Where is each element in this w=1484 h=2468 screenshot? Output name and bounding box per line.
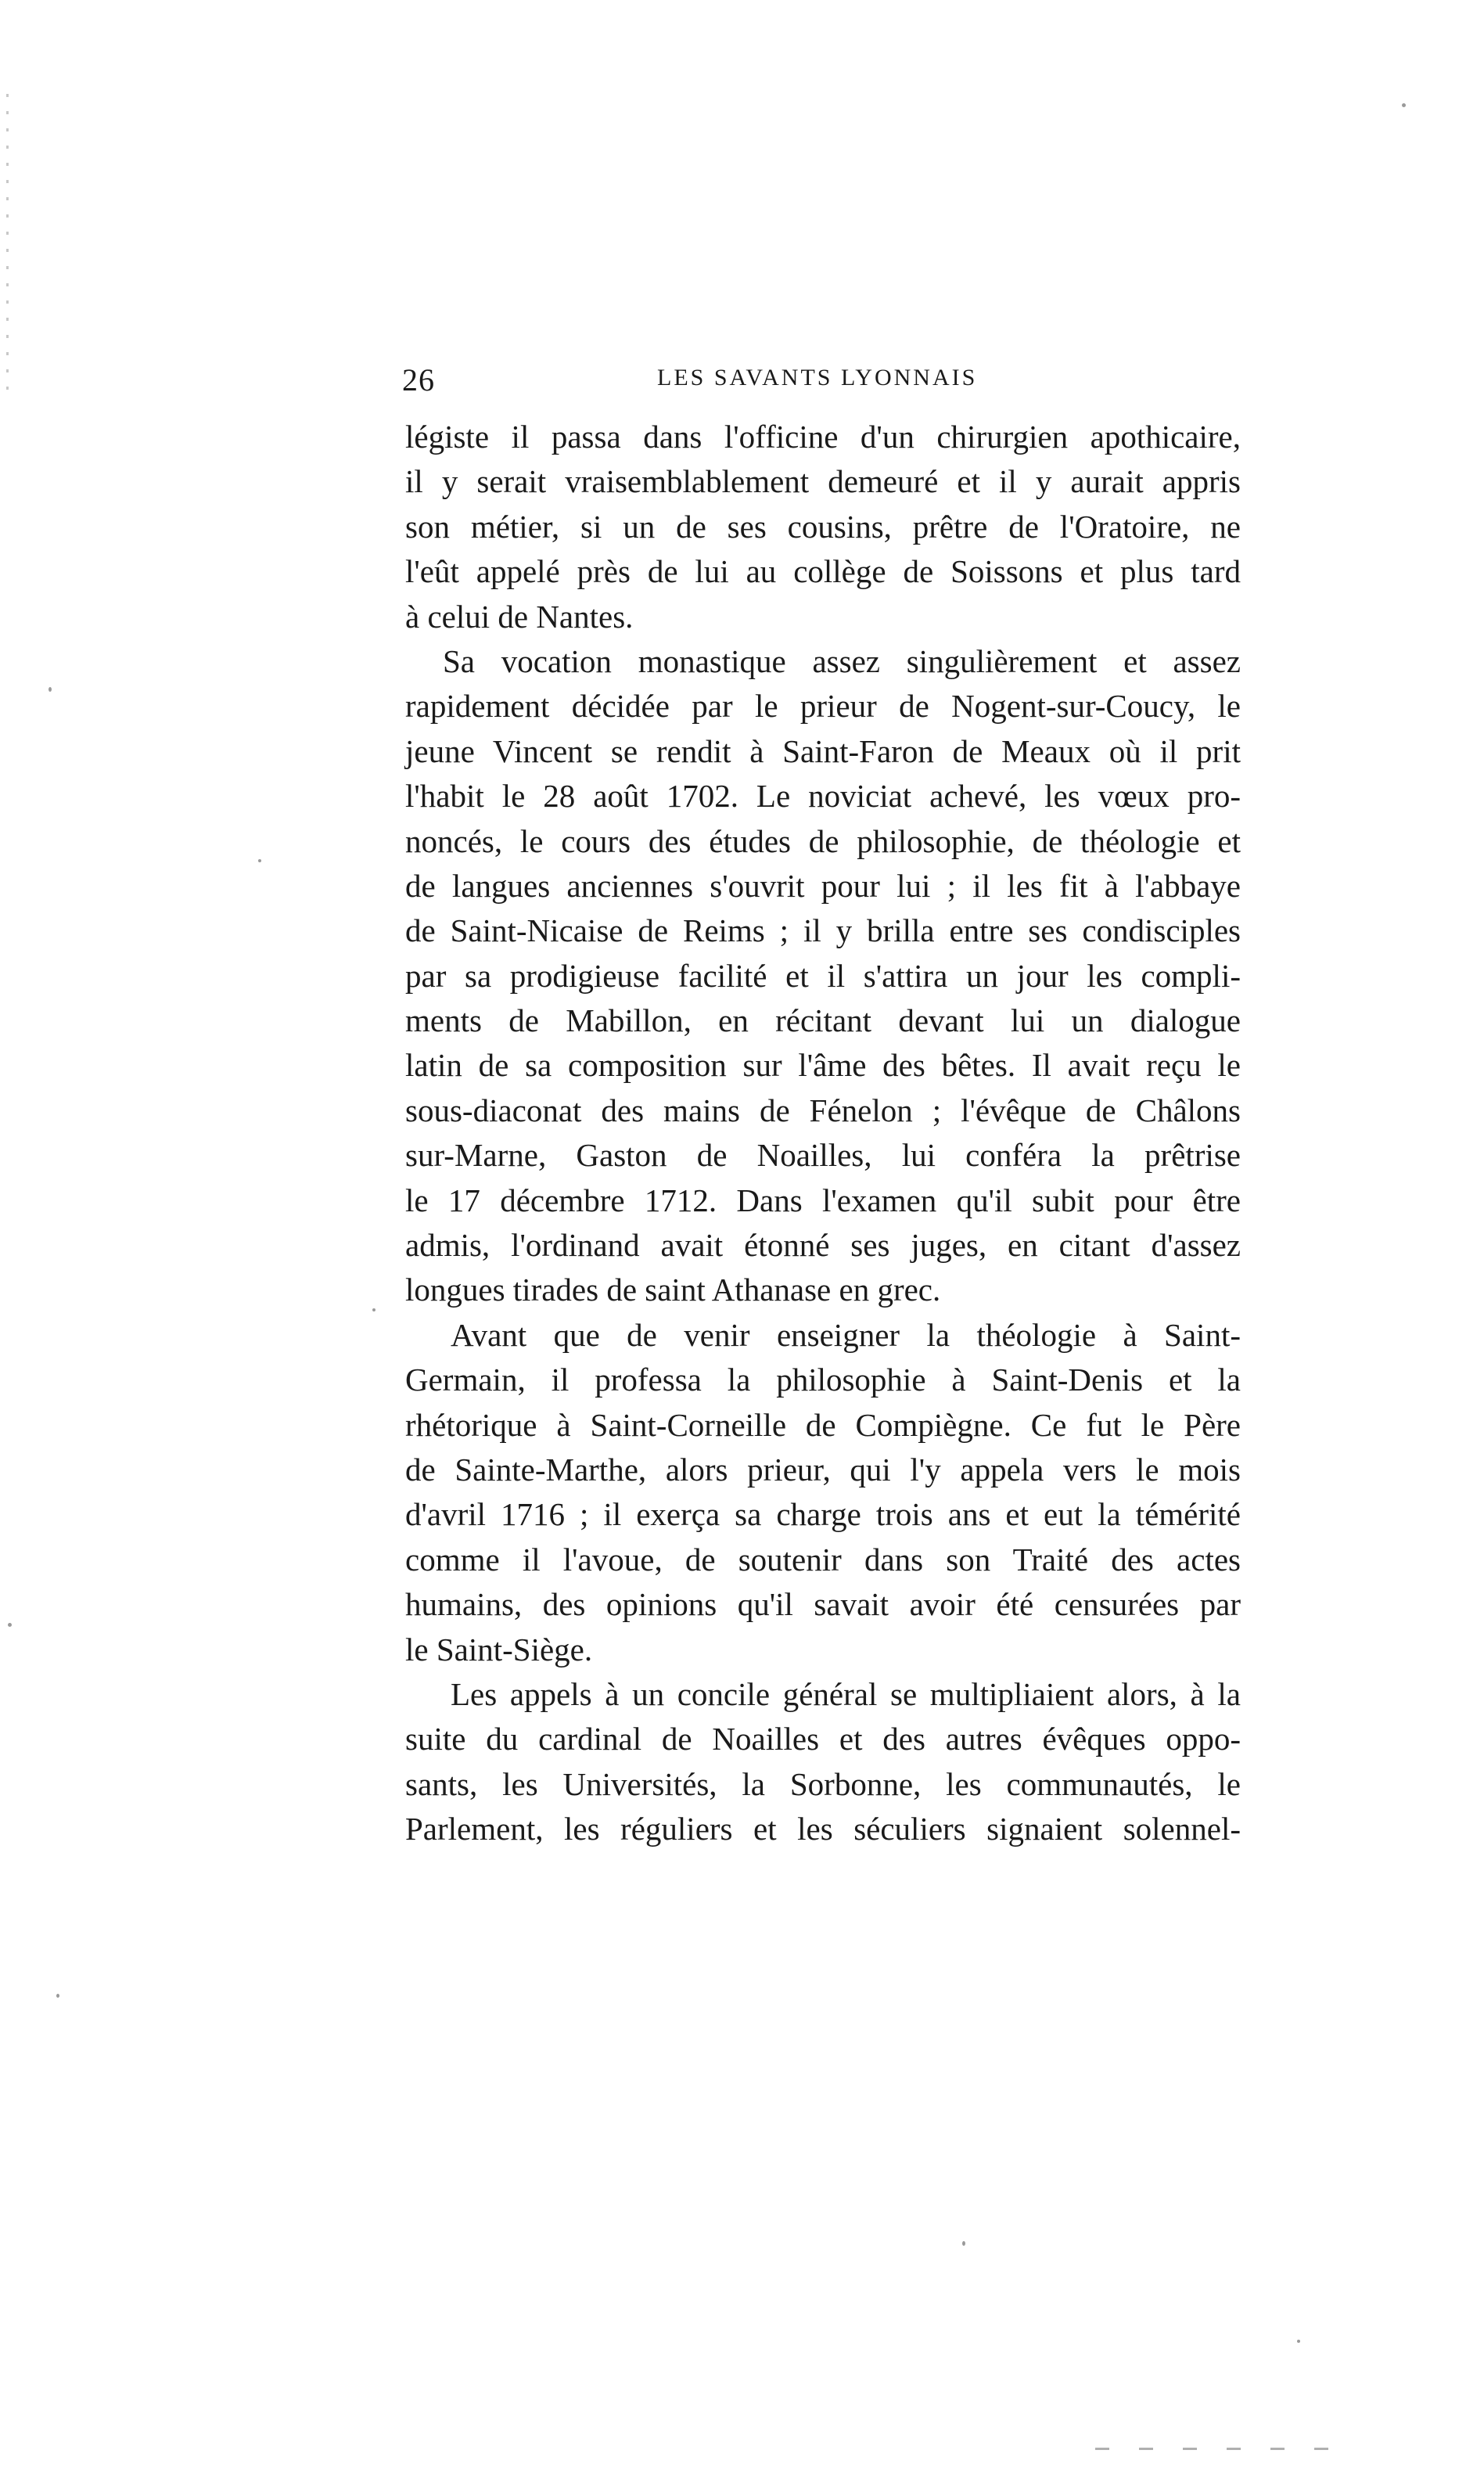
scan-speck bbox=[1297, 2340, 1300, 2343]
text-line: longues tirades de saint Athanase en grec. bbox=[405, 1272, 941, 1308]
scan-speck bbox=[258, 859, 261, 862]
text-line: son métier, si un de ses cousins, prêtre de l'Oratoire, ne bbox=[405, 508, 1241, 545]
text-line: l'eût appelé près de lui au collège de Soissons et plus tard bbox=[405, 553, 1241, 590]
text-line: il y serait vraisemblablement demeuré et il y aurait appris bbox=[405, 463, 1241, 500]
text-line: légiste il passa dans l'officine d'un chirurgien apothicaire, bbox=[405, 419, 1241, 455]
text-line: Les appels à un concile général se multipliaient alors, à la bbox=[451, 1675, 1241, 1712]
body-text bbox=[405, 415, 1241, 1852]
text-line: rhétorique à Saint-Corneille de Compiègne. Ce fut le Père bbox=[405, 1406, 1241, 1443]
running-title: LES SAVANTS LYONNAIS bbox=[657, 365, 978, 390]
text-line: le 17 décembre 1712. Dans l'examen qu'il subit pour être bbox=[405, 1182, 1241, 1218]
scan-bottom-marks bbox=[1095, 2448, 1353, 2450]
text-line: par sa prodigieuse facilité et il s'attira un jour les compli- bbox=[405, 957, 1241, 994]
text-line: de langues anciennes s'ouvrit pour lui ; il les fit à l'abbaye bbox=[405, 867, 1241, 904]
text-line: rapidement décidée par le prieur de Nogent-sur-Coucy, le bbox=[405, 688, 1241, 725]
scan-speck bbox=[962, 2241, 965, 2246]
text-line: humains, des opinions qu'il savait avoir été censurées par bbox=[405, 1586, 1241, 1623]
text-line: Germain, il professa la philosophie à Saint-Denis et la bbox=[405, 1362, 1241, 1398]
scan-edge-marks bbox=[6, 94, 9, 391]
text-line: Parlement, les réguliers et les séculiers signaient solennel- bbox=[405, 1811, 1241, 1847]
scan-speck bbox=[49, 687, 52, 692]
text-line: de Sainte-Marthe, alors prieur, qui l'y appela vers le mois bbox=[405, 1451, 1241, 1488]
text-line: Sa vocation monastique assez singulièrement et assez bbox=[443, 642, 1241, 679]
text-line: d'avril 1716 ; il exerça sa charge trois ans et eut la témérité bbox=[405, 1496, 1241, 1533]
text-line: sants, les Universités, la Sorbonne, les communautés, le bbox=[405, 1765, 1241, 1802]
text-line: noncés, le cours des études de philosophie, de théologie et bbox=[405, 822, 1241, 859]
text-line: sur-Marne, Gaston de Noailles, lui conféra la prêtrise bbox=[405, 1137, 1241, 1174]
text-line: suite du cardinal de Noailles et des autres évêques oppo- bbox=[405, 1721, 1241, 1757]
text-line: le Saint-Siège. bbox=[405, 1631, 593, 1668]
text-line: sous-diaconat des mains de Fénelon ; l'évêque de Châlons bbox=[405, 1092, 1241, 1128]
scan-speck bbox=[56, 1994, 59, 1998]
text-line: à celui de Nantes. bbox=[405, 598, 634, 635]
text-line: de Saint-Nicaise de Reims ; il y brilla entre ses condisciples bbox=[405, 912, 1241, 949]
page-number: 26 bbox=[402, 362, 435, 398]
text-line: comme il l'avoue, de soutenir dans son Traité des actes bbox=[405, 1541, 1241, 1578]
text-line: jeune Vincent se rendit à Saint-Faron de Meaux où il prit bbox=[405, 732, 1241, 769]
text-line: admis, l'ordinand avait étonné ses juges, en citant d'assez bbox=[405, 1227, 1241, 1264]
scan-speck bbox=[372, 1308, 375, 1311]
scan-speck bbox=[8, 1623, 12, 1627]
scan-speck bbox=[1402, 103, 1406, 107]
page-header bbox=[402, 362, 1247, 408]
text-line: ments de Mabillon, en récitant devant lui un dialogue bbox=[405, 1002, 1241, 1039]
text-line: l'habit le 28 août 1702. Le noviciat achevé, les vœux pro- bbox=[405, 778, 1241, 815]
text-line: latin de sa composition sur l'âme des bêtes. Il avait reçu le bbox=[405, 1047, 1241, 1084]
text-line: Avant que de venir enseigner la théologie à Saint- bbox=[451, 1316, 1241, 1353]
